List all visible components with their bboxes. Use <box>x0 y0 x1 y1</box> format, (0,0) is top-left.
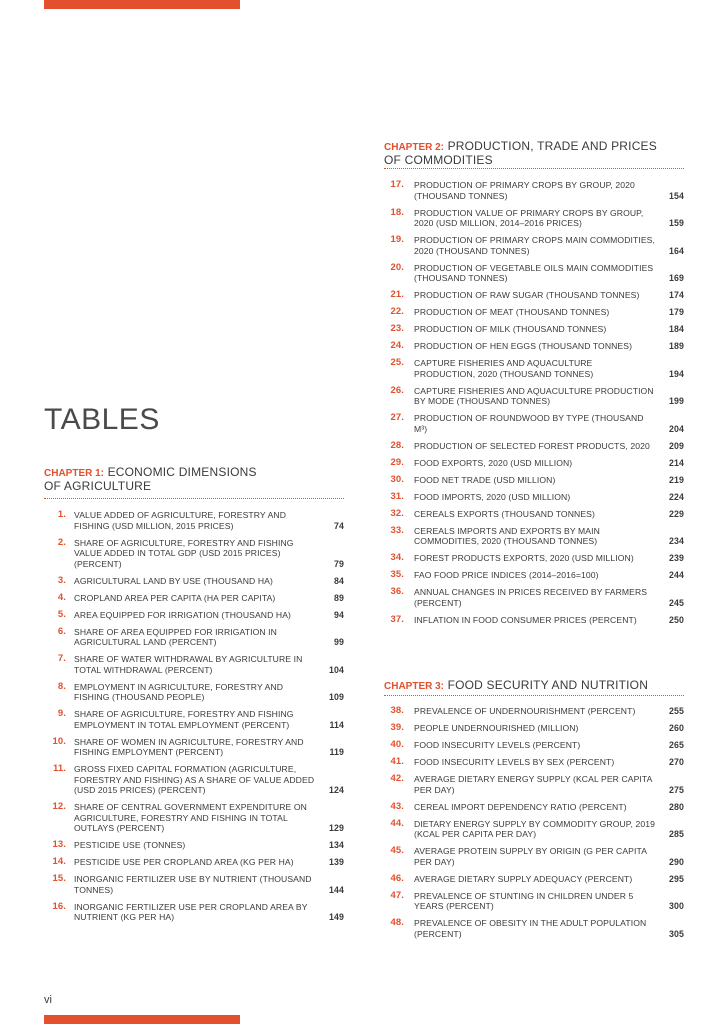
toc-entry-page: 179 <box>669 307 684 317</box>
toc-entry-page: 255 <box>669 706 684 716</box>
toc-entry-page: 184 <box>669 324 684 334</box>
toc-entry-title: CAPTURE FISHERIES AND AQUACULTURE PRODUCTION, 2020 (THOUSAND TONNES) <box>414 358 594 379</box>
toc-entry-number: 33. <box>390 524 404 536</box>
toc-entry-title: INORGANIC FERTILIZER USE PER CROPLAND AREA BY NUTRIENT (KG PER HA) <box>74 901 308 922</box>
toc-entry[interactable] <box>384 386 684 407</box>
toc-entry-title: SHARE OF AREA EQUIPPED FOR IRRIGATION IN AGRICULTURAL LAND (PERCENT) <box>74 626 277 647</box>
toc-entry-title: CEREAL IMPORT DEPENDENCY RATIO (PERCENT) <box>414 801 627 812</box>
chapter-1-heading <box>44 466 257 492</box>
toc-entry-title: PREVALENCE OF STUNTING IN CHILDREN UNDER 5 YEARS (PERCENT) <box>414 890 634 911</box>
section-title: TABLES <box>44 403 160 436</box>
chapter-2-title-line2: OF COMMODITIES <box>384 153 493 167</box>
toc-entry[interactable] <box>44 874 344 895</box>
toc-entry-page: 285 <box>669 829 684 839</box>
toc-entry-number: 8. <box>57 680 66 692</box>
toc-entry[interactable] <box>384 208 684 229</box>
toc-entry[interactable] <box>44 627 344 648</box>
toc-entry[interactable] <box>384 819 684 840</box>
toc-entry-page: 275 <box>669 784 684 795</box>
toc-entry-title: AVERAGE DIETARY ENERGY SUPPLY (KCAL PER CAPITA PER DAY) <box>414 774 652 795</box>
toc-entry-title: FAO FOOD PRICE INDICES (2014–2016=100) <box>414 570 599 580</box>
toc-entry-page: 300 <box>669 901 684 911</box>
toc-entry[interactable] <box>384 740 684 751</box>
toc-entry-title: PEOPLE UNDERNOURISHED (MILLION) <box>414 723 579 733</box>
chapter-3-label: CHAPTER 3: <box>384 681 445 692</box>
toc-entry-number: 46. <box>390 872 404 884</box>
toc-entry-title: SHARE OF AGRICULTURE, FORESTRY AND FISHING VALUE ADDED IN TOTAL GDP (USD 2015 PRICES) (PERCENT) <box>74 537 294 569</box>
toc-entry-number: 19. <box>390 234 404 245</box>
toc-entry-page: 260 <box>669 723 684 733</box>
toc-entry-title: PREVALENCE OF OBESITY IN THE ADULT POPULATION (PERCENT) <box>414 918 647 939</box>
toc-entry-page: 194 <box>669 368 684 379</box>
bottom-accent-bar <box>44 1015 240 1024</box>
toc-entry-page: 234 <box>669 536 684 546</box>
toc-entry[interactable] <box>384 587 684 608</box>
toc-entry-page: 229 <box>669 508 684 519</box>
toc-entry-page: 109 <box>329 692 344 702</box>
toc-entry[interactable] <box>384 358 684 379</box>
toc-entry[interactable] <box>384 774 684 795</box>
toc-entry-number: 1. <box>57 509 66 520</box>
toc-entry-number: 32. <box>390 507 404 519</box>
toc-entry-title: SHARE OF WATER WITHDRAWAL BY AGRICULTURE IN TOTAL WITHDRAWAL (PERCENT) <box>74 654 303 675</box>
toc-entry-number: 42. <box>390 773 404 784</box>
toc-entry[interactable] <box>384 570 684 581</box>
toc-entry[interactable] <box>384 526 684 547</box>
toc-entry-title: FOOD IMPORTS, 2020 (USD MILLION) <box>414 491 571 502</box>
chapter-1-table-list <box>44 510 344 929</box>
toc-entry[interactable] <box>384 235 684 256</box>
toc-entry-title: PRODUCTION OF MILK (THOUSAND TONNES) <box>414 324 607 334</box>
toc-entry[interactable] <box>44 538 344 570</box>
toc-entry[interactable] <box>384 441 684 452</box>
toc-entry[interactable] <box>384 874 684 885</box>
toc-entry-page: 154 <box>669 190 684 201</box>
toc-entry-number: 40. <box>390 739 404 750</box>
toc-entry-title: DIETARY ENERGY SUPPLY BY COMMODITY GROUP, 2019 (KCAL PER CAPITA PER DAY) <box>414 818 656 839</box>
toc-entry-title: SHARE OF AGRICULTURE, FORESTRY AND FISHING EMPLOYMENT IN TOTAL EMPLOYMENT (PERCENT) <box>74 709 294 730</box>
toc-entry-title: PRODUCTION OF HEN EGGS (THOUSAND TONNES) <box>414 341 633 351</box>
toc-entry-number: 26. <box>390 384 404 396</box>
chapter-2-heading <box>384 140 657 166</box>
chapter-2-table-list <box>384 180 684 632</box>
toc-entry[interactable] <box>384 802 684 813</box>
toc-entry-page: 119 <box>329 747 344 757</box>
chapter-3-heading <box>384 679 648 693</box>
toc-entry-title: PESTICIDE USE PER CROPLAND AREA (KG PER HA) <box>74 857 294 867</box>
toc-entry-title: SHARE OF CENTRAL GOVERNMENT EXPENDITURE ON AGRICULTURE, FORESTRY AND FISHING IN TOTAL OUTLAYS (PERCENT) <box>74 802 307 833</box>
toc-entry-title: EMPLOYMENT IN AGRICULTURE, FORESTRY AND FISHING (THOUSAND PEOPLE) <box>74 681 284 702</box>
toc-entry[interactable] <box>384 891 684 912</box>
toc-entry-number: 2. <box>57 536 66 548</box>
toc-entry-title: GROSS FIXED CAPITAL FORMATION (AGRICULTURE, FORESTRY AND FISHING) AS A SHARE OF VALUE ADDED (USD 2015 PRICES) (PERCENT) <box>74 764 315 795</box>
toc-entry[interactable] <box>44 576 344 587</box>
toc-entry-page: 174 <box>669 290 684 300</box>
toc-entry[interactable] <box>384 475 684 486</box>
toc-entry[interactable] <box>384 307 684 318</box>
toc-entry-number: 34. <box>390 552 404 563</box>
toc-entry[interactable] <box>384 615 684 626</box>
toc-entry-number: 25. <box>390 357 404 368</box>
toc-entry-title: AVERAGE DIETARY SUPPLY ADEQUACY (PERCENT) <box>414 873 633 884</box>
toc-entry[interactable] <box>44 510 344 531</box>
toc-entry-page: 295 <box>669 873 684 884</box>
toc-entry-page: 270 <box>669 757 684 767</box>
toc-entry-page: 134 <box>329 840 344 850</box>
toc-entry-number: 15. <box>52 873 66 884</box>
toc-entry[interactable] <box>44 682 344 703</box>
toc-entry-number: 27. <box>390 412 404 423</box>
toc-entry-number: 36. <box>390 586 404 597</box>
toc-entry-number: 35. <box>390 569 404 580</box>
toc-entry-number: 11. <box>53 763 66 774</box>
toc-entry[interactable] <box>384 846 684 867</box>
toc-entry-title: AREA EQUIPPED FOR IRRIGATION (THOUSAND HA) <box>74 609 291 620</box>
chapter-3-table-list <box>384 706 684 946</box>
toc-entry-number: 45. <box>390 845 404 856</box>
toc-entry-number: 29. <box>390 456 404 468</box>
toc-entry[interactable] <box>384 492 684 503</box>
toc-entry-page: 169 <box>669 273 684 283</box>
page-number: vi <box>44 994 52 1006</box>
toc-entry-number: 47. <box>390 889 404 901</box>
toc-entry-number: 39. <box>390 722 404 733</box>
toc-entry-number: 48. <box>390 917 404 928</box>
toc-entry-title: PRODUCTION OF VEGETABLE OILS MAIN COMMODITIES (THOUSAND TONNES) <box>414 262 654 283</box>
toc-entry-number: 31. <box>390 490 404 502</box>
toc-entry-number: 44. <box>390 817 404 829</box>
toc-entry-page: 79 <box>334 558 344 569</box>
chapter-2-divider <box>384 168 684 169</box>
toc-entry[interactable] <box>44 902 344 923</box>
toc-entry-number: 41. <box>390 756 404 767</box>
toc-entry-title: FOOD NET TRADE (USD MILLION) <box>414 474 556 485</box>
toc-entry-title: FOOD INSECURITY LEVELS (PERCENT) <box>414 740 581 750</box>
toc-entry-title: INORGANIC FERTILIZER USE BY NUTRIENT (THOUSAND TONNES) <box>74 874 312 895</box>
toc-entry-page: 290 <box>669 856 684 867</box>
toc-entry-title: FOOD INSECURITY LEVELS BY SEX (PERCENT) <box>414 757 615 767</box>
toc-entry[interactable] <box>44 610 344 621</box>
toc-entry-page: 214 <box>669 457 684 468</box>
toc-entry-page: 250 <box>669 614 684 625</box>
toc-entry-number: 16. <box>52 900 66 912</box>
toc-entry-number: 4. <box>57 591 66 603</box>
toc-entry-page: 114 <box>329 719 344 730</box>
chapter-2-label: CHAPTER 2: <box>384 142 445 153</box>
toc-entry-title: PRODUCTION VALUE OF PRIMARY CROPS BY GROUP, 2020 (USD MILLION, 2014–2016 PRICES) <box>414 207 644 228</box>
toc-entry-number: 3. <box>57 574 66 586</box>
toc-entry[interactable] <box>44 802 344 834</box>
toc-entry-page: 159 <box>669 218 684 228</box>
toc-entry[interactable] <box>384 723 684 734</box>
toc-entry-title: ANNUAL CHANGES IN PRICES RECEIVED BY FARMERS (PERCENT) <box>414 587 648 608</box>
toc-entry-title: CEREALS EXPORTS (THOUSAND TONNES) <box>414 508 595 519</box>
toc-entry-page: 219 <box>669 474 684 485</box>
toc-entry-number: 14. <box>52 856 66 867</box>
toc-entry[interactable] <box>384 180 684 201</box>
toc-entry-title: CROPLAND AREA PER CAPITA (HA PER CAPITA) <box>74 592 276 603</box>
toc-entry-number: 18. <box>390 206 404 218</box>
toc-entry-title: INFLATION IN FOOD CONSUMER PRICES (PERCENT) <box>414 614 637 625</box>
toc-entry-page: 209 <box>669 440 684 451</box>
chapter-1-divider <box>44 498 344 499</box>
toc-entry[interactable] <box>44 764 344 796</box>
toc-entry[interactable] <box>384 458 684 469</box>
toc-entry[interactable] <box>44 737 344 758</box>
toc-entry[interactable] <box>44 654 344 675</box>
chapter-1-label: CHAPTER 1: <box>44 468 105 479</box>
toc-entry-number: 5. <box>57 608 66 620</box>
toc-entry-page: 74 <box>334 520 344 531</box>
toc-entry-number: 37. <box>390 613 404 625</box>
chapter-3-divider <box>384 695 684 696</box>
toc-entry-title: PRODUCTION OF PRIMARY CROPS MAIN COMMODITIES, 2020 (THOUSAND TONNES) <box>414 235 656 256</box>
toc-entry-title: AVERAGE PROTEIN SUPPLY BY ORIGIN (G PER CAPITA PER DAY) <box>414 846 647 867</box>
toc-entry-title: FOREST PRODUCTS EXPORTS, 2020 (USD MILLION) <box>414 553 634 563</box>
toc-entry-page: 124 <box>329 785 344 795</box>
toc-entry-page: 94 <box>334 609 344 620</box>
toc-entry-title: CEREALS IMPORTS AND EXPORTS BY MAIN COMMODITIES, 2020 (THOUSAND TONNES) <box>414 525 600 546</box>
toc-entry[interactable] <box>44 840 344 851</box>
toc-entry-page: 164 <box>669 245 684 256</box>
toc-entry[interactable] <box>384 290 684 301</box>
toc-entry-title: CAPTURE FISHERIES AND AQUACULTURE PRODUCTION BY MODE (THOUSAND TONNES) <box>414 385 654 406</box>
toc-entry[interactable] <box>384 509 684 520</box>
toc-entry[interactable] <box>44 593 344 604</box>
toc-entry[interactable] <box>384 706 684 717</box>
toc-entry-title: PRODUCTION OF SELECTED FOREST PRODUCTS, 2020 <box>414 440 650 451</box>
chapter-2-title-line1: PRODUCTION, TRADE AND PRICES <box>447 139 657 153</box>
toc-entry-number: 17. <box>390 179 404 190</box>
toc-entry[interactable] <box>384 341 684 352</box>
toc-entry-page: 244 <box>669 570 684 580</box>
toc-entry-page: 280 <box>669 801 684 812</box>
toc-entry-number: 30. <box>390 473 404 485</box>
toc-entry-number: 38. <box>390 705 404 716</box>
toc-entry-title: AGRICULTURAL LAND BY USE (THOUSAND HA) <box>74 575 273 586</box>
toc-entry-number: 9. <box>57 708 66 719</box>
toc-entry-title: VALUE ADDED OF AGRICULTURE, FORESTRY AND FISHING (USD MILLION, 2015 PRICES) <box>74 510 287 531</box>
toc-entry-number: 22. <box>390 306 404 317</box>
toc-entry-page: 245 <box>669 597 684 608</box>
toc-entry-number: 6. <box>57 625 66 637</box>
toc-entry[interactable] <box>384 553 684 564</box>
toc-entry[interactable] <box>384 413 684 434</box>
toc-entry-number: 43. <box>390 800 404 812</box>
toc-entry-page: 265 <box>669 740 684 750</box>
toc-entry-page: 199 <box>669 396 684 406</box>
toc-entry-number: 7. <box>57 653 66 664</box>
toc-entry-title: PRODUCTION OF PRIMARY CROPS BY GROUP, 2020 (THOUSAND TONNES) <box>414 180 635 201</box>
toc-entry-page: 139 <box>329 857 344 867</box>
toc-entry[interactable] <box>44 857 344 868</box>
toc-entry-number: 24. <box>390 340 404 351</box>
toc-entry-number: 21. <box>390 289 404 300</box>
toc-entry[interactable] <box>384 263 684 284</box>
toc-entry-number: 23. <box>390 323 404 334</box>
toc-entry-number: 28. <box>390 439 404 451</box>
toc-entry-page: 144 <box>329 884 344 895</box>
chapter-3-title-line1: FOOD SECURITY AND NUTRITION <box>447 678 649 692</box>
toc-entry[interactable] <box>384 757 684 768</box>
toc-entry-page: 239 <box>669 553 684 563</box>
toc-entry-page: 204 <box>669 423 684 434</box>
toc-entry-page: 99 <box>334 637 344 647</box>
toc-entry-page: 305 <box>669 928 684 939</box>
toc-entry-page: 104 <box>329 664 344 675</box>
toc-entry-page: 129 <box>329 823 344 833</box>
toc-entry-title: SHARE OF WOMEN IN AGRICULTURE, FORESTRY AND FISHING EMPLOYMENT (PERCENT) <box>74 736 304 757</box>
chapter-1-title-line2: OF AGRICULTURE <box>44 479 152 493</box>
toc-entry-title: PRODUCTION OF RAW SUGAR (THOUSAND TONNES) <box>414 290 640 300</box>
toc-entry-number: 13. <box>52 839 66 850</box>
chapter-1-title-line1: ECONOMIC DIMENSIONS <box>107 465 257 479</box>
toc-entry-title: PRODUCTION OF ROUNDWOOD BY TYPE (THOUSAND M³) <box>414 413 644 434</box>
toc-entry-page: 189 <box>669 341 684 351</box>
toc-entry[interactable] <box>384 918 684 939</box>
toc-entry[interactable] <box>384 324 684 335</box>
toc-entry-page: 149 <box>329 912 344 922</box>
top-accent-bar <box>44 0 240 9</box>
toc-entry-title: PRODUCTION OF MEAT (THOUSAND TONNES) <box>414 307 610 317</box>
toc-entry-number: 10. <box>52 735 66 747</box>
toc-entry-page: 89 <box>334 592 344 603</box>
toc-entry-page: 84 <box>334 575 344 586</box>
toc-entry[interactable] <box>44 709 344 730</box>
toc-entry-page: 224 <box>669 491 684 502</box>
toc-entry-title: PESTICIDE USE (TONNES) <box>74 840 186 850</box>
toc-entry-title: FOOD EXPORTS, 2020 (USD MILLION) <box>414 457 573 468</box>
toc-entry-number: 12. <box>52 801 66 812</box>
toc-entry-title: PREVALENCE OF UNDERNOURISHMENT (PERCENT) <box>414 706 636 716</box>
toc-entry-number: 20. <box>390 261 404 273</box>
